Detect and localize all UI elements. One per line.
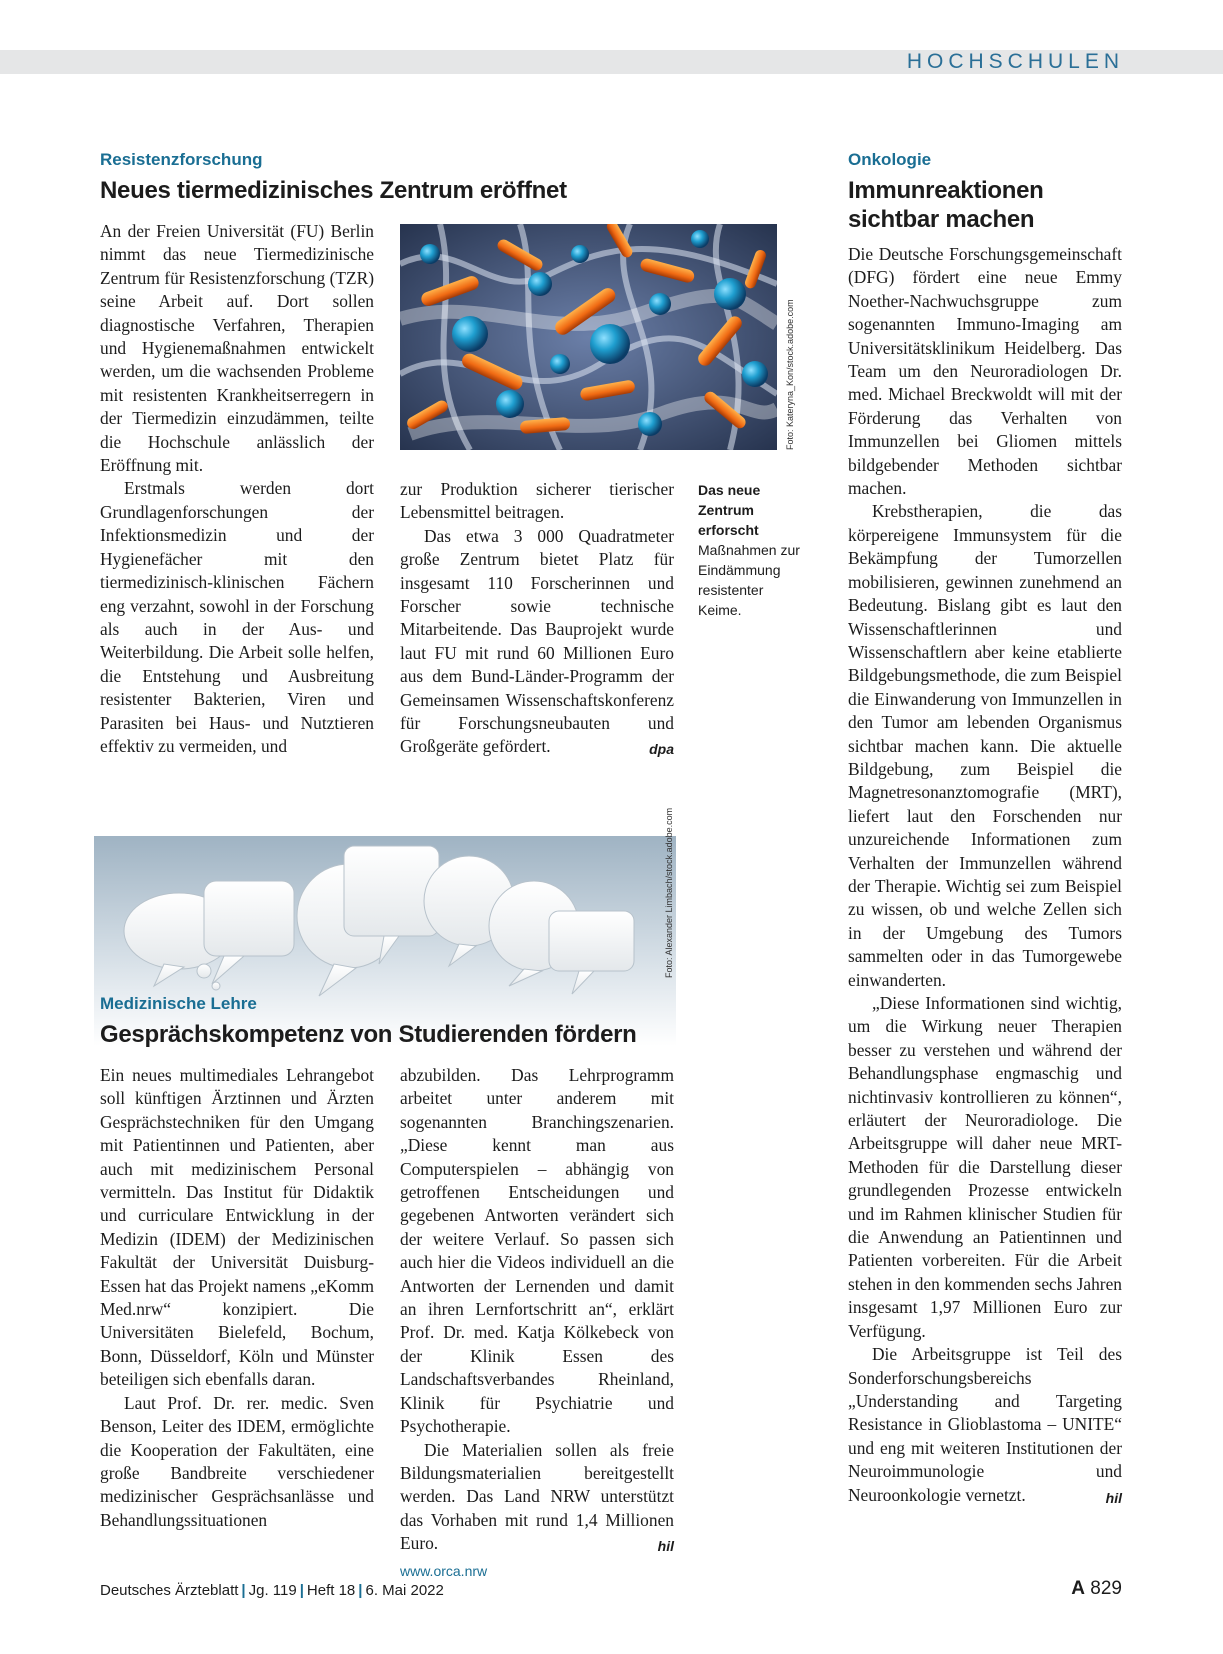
paragraph: Die Deutsche Forschungsgemeinschaft (DFG) fördert eine neue Emmy Noether-Nachwuchsgruppe zum sogenannten Immuno-Imaging am Universitätsklinikum Heidelberg. Das Team um den Neuroradiologen Dr. med. Michael Breckwoldt will mit der Förderung das Verhalten von Immunzellen bei Gliomen mittels bildgebender Methoden sichtbar machen. bbox=[848, 244, 1122, 499]
article1-column-2 bbox=[400, 478, 674, 762]
section-label: HOCHSCHULEN bbox=[906, 50, 1124, 73]
paragraph: Die Arbeitsgruppe ist Teil des Sonderforschungsbereichs „Understanding and Targeting Resistance in Glioblastoma – UNITE“ und eng mit weiteren Institutionen der Neuroimmunologie und Neuroonkologie vernetzt. hil bbox=[848, 1343, 1122, 1507]
article1-photo-caption bbox=[698, 480, 810, 620]
footer: Deutsches Ärzteblatt | Jg. 119 | Heft 18 | 6. Mai 2022 bbox=[100, 1582, 444, 1599]
article2-kicker: Medizinische Lehre bbox=[100, 994, 257, 1013]
journal-name: Deutsches Ärzteblatt bbox=[100, 1582, 239, 1599]
issue: Heft 18 bbox=[306, 1582, 356, 1599]
article1-kicker: Resistenzforschung bbox=[100, 150, 263, 169]
article1-photo-credit: Foto: Kateryna_Kon/stock.adobe.com bbox=[785, 299, 795, 450]
article2-link[interactable]: www.orca.nrw bbox=[400, 1562, 488, 1579]
article2-column-1 bbox=[100, 1064, 374, 1532]
bacteria-photo bbox=[400, 224, 777, 450]
caption-title: Das neue Zentrum erforscht bbox=[698, 482, 761, 538]
article2-photo-credit: Foto: Alexander Limbach/stock.adobe.com bbox=[664, 807, 674, 978]
paragraph: „Diese Informationen sind wichtig, um die Wirkung neuer Therapien besser zu verstehen und während der Behandlungsphase engmaschig und nichtinvasiv kontrollieren zu können“, erläutert der Neuroradiologe. Die Arbeitsgruppe will daher neue MRT-Methoden für die Darstellung dieser grundlegenden Prozesse entwickeln und im Rahmen klinischer Studien für die Anwendung an Patientinnen und Patienten vorbereiten. Für die Arbeit stehen in den kommenden sechs Jahren insgesamt 1,97 Millionen Euro zur Verfügung. bbox=[848, 993, 1122, 1341]
article3-column bbox=[848, 243, 1122, 1510]
paragraph: zur Produktion sicherer tierischer Lebensmittel beitragen. bbox=[400, 479, 674, 523]
article2-headline: Gesprächskompetenz von Studierenden fördern bbox=[100, 1021, 637, 1048]
article3-signature: hil bbox=[1105, 1489, 1122, 1506]
paragraph: abzubilden. Das Lehrprogramm arbeitet unter anderem mit sogenannten Branchingszenarien. „Diese kennt man aus Computerspielen – abhängig von getroffenen Entscheidungen und gegebenen Antworten verändert sich der weitere Verlauf. So passen sich auch hier die Videos individuell an die Antworten der Lernenden und damit an ihren Lernfortschritt an“, erklärt Prof. Dr. med. Katja Kölkebeck von der Klinik Essen des Landschaftsverbandes Rheinland, Klinik für Psychiatrie und Psychotherapie. bbox=[400, 1065, 674, 1437]
paragraph: Die Materialien sollen als freie Bildungsmaterialien bereitgestellt werden. Das Land NRW unterstützt das Vorhaben mit rund 1,4 Millionen Euro. hil bbox=[400, 1439, 674, 1556]
caption-text: Maßnahmen zur Eindämmung resistenter Keime. bbox=[698, 542, 800, 618]
article2-signature: hil bbox=[657, 1538, 674, 1555]
article1-signature: dpa bbox=[649, 741, 674, 758]
paragraph: An der Freien Universität (FU) Berlin nimmt das neue Tiermedizinische Zentrum für Resistenzforschung (TZR) seine Arbeit auf. Dort sollen diagnostische Verfahren, Therapien und Hygienemaßnahmen entwickelt werden, um die wachsenden Probleme mit resistenten Krankheitserregern in der Tiermedizin einzudämmen, teilte die Hochschule anlässlich der Eröffnung mit. bbox=[100, 221, 374, 476]
paragraph: Ein neues multimediales Lehrangebot soll künftigen Ärztinnen und Ärzten Gesprächstechniken für den Umgang mit Patientinnen und Patienten, aber auch mit medizinischem Personal vermitteln. Das Institut für Didaktik und curriculare Entwicklung in der Medizin (IDEM) der Medizinischen Fakultät der Universität Duisburg-Essen hat das Projekt namens „eKomm Med.nrw“ konzipiert. Die Universitäten Bielefeld, Bochum, Bonn, Düsseldorf, Köln und Münster beteiligen sich ebenfalls daran. bbox=[100, 1065, 374, 1390]
volume: Jg. 119 bbox=[248, 1582, 297, 1599]
paragraph: Erstmals werden dort Grundlagenforschungen der Infektionsmedizin und der Hygienefächer mit den tiermedizinisch-klinischen Fächern eng verzahnt, sowohl in der Forschung als auch in der Aus- und Weiterbildung. Die Arbeit solle helfen, die Entstehung und Ausbreitung resistenter Bakterien, Viren und Parasiten bei Haus- und Nutztieren effektiv zu vermeiden, und bbox=[100, 478, 374, 756]
paragraph: Das etwa 3 000 Quadratmeter große Zentrum bietet Platz für insgesamt 110 Forscherinnen und Forscher sowie technische Mitarbeitende. Das Bauprojekt wurde laut FU mit rund 60 Millionen Euro aus dem Bund-Länder-Programm der Gemeinsamen Wissenschaftskonferenz für Forschungsneubauten und Großgeräte gefördert. dpa bbox=[400, 525, 674, 759]
speech-bubbles-photo bbox=[94, 836, 676, 1046]
article1-headline: Neues tiermedizinisches Zentrum eröffnet bbox=[100, 177, 567, 204]
article2-column-2 bbox=[400, 1064, 674, 1583]
article1-column-1 bbox=[100, 220, 374, 758]
article3-headline: Immunreaktionen sichtbar machen bbox=[848, 177, 1044, 233]
paragraph: Laut Prof. Dr. rer. medic. Sven Benson, Leiter des IDEM, ermöglichte die Kooperation der Fakultäten, eine große Bandbreite verschiedener medizinischer Gesprächsanlässe und Behandlungssituationen bbox=[100, 1392, 374, 1530]
article3-kicker: Onkologie bbox=[848, 150, 932, 169]
date: 6. Mai 2022 bbox=[365, 1582, 444, 1599]
page-number: A 829 bbox=[1071, 1578, 1122, 1599]
paragraph: Krebstherapien, die das körpereigene Immunsystem für die Bekämpfung der Tumorzellen mobilisieren, gewinnen zunehmend an Bedeutung. Bislang gibt es laut den Wissenschaftlerinnen und Wissenschaftlern aber keine etablierte Bildgebungsmethode, die zum Beispiel die Einwanderung von Immunzellen in den Tumor am lebenden Organismus sichtbar machen kann. Die aktuelle Bildgebung, zum Beispiel die Magnetresonanztomografie (MRT), liefert laut den Forschenden nur unzureichende Informationen zum Verhalten der Immunzellen während der Therapie. Wichtig sei zum Beispiel zu wissen, ob und welche Zellen sich in der Umgebung des Tumors sammelten oder in das Tumorgewebe einwanderten. bbox=[848, 501, 1122, 990]
